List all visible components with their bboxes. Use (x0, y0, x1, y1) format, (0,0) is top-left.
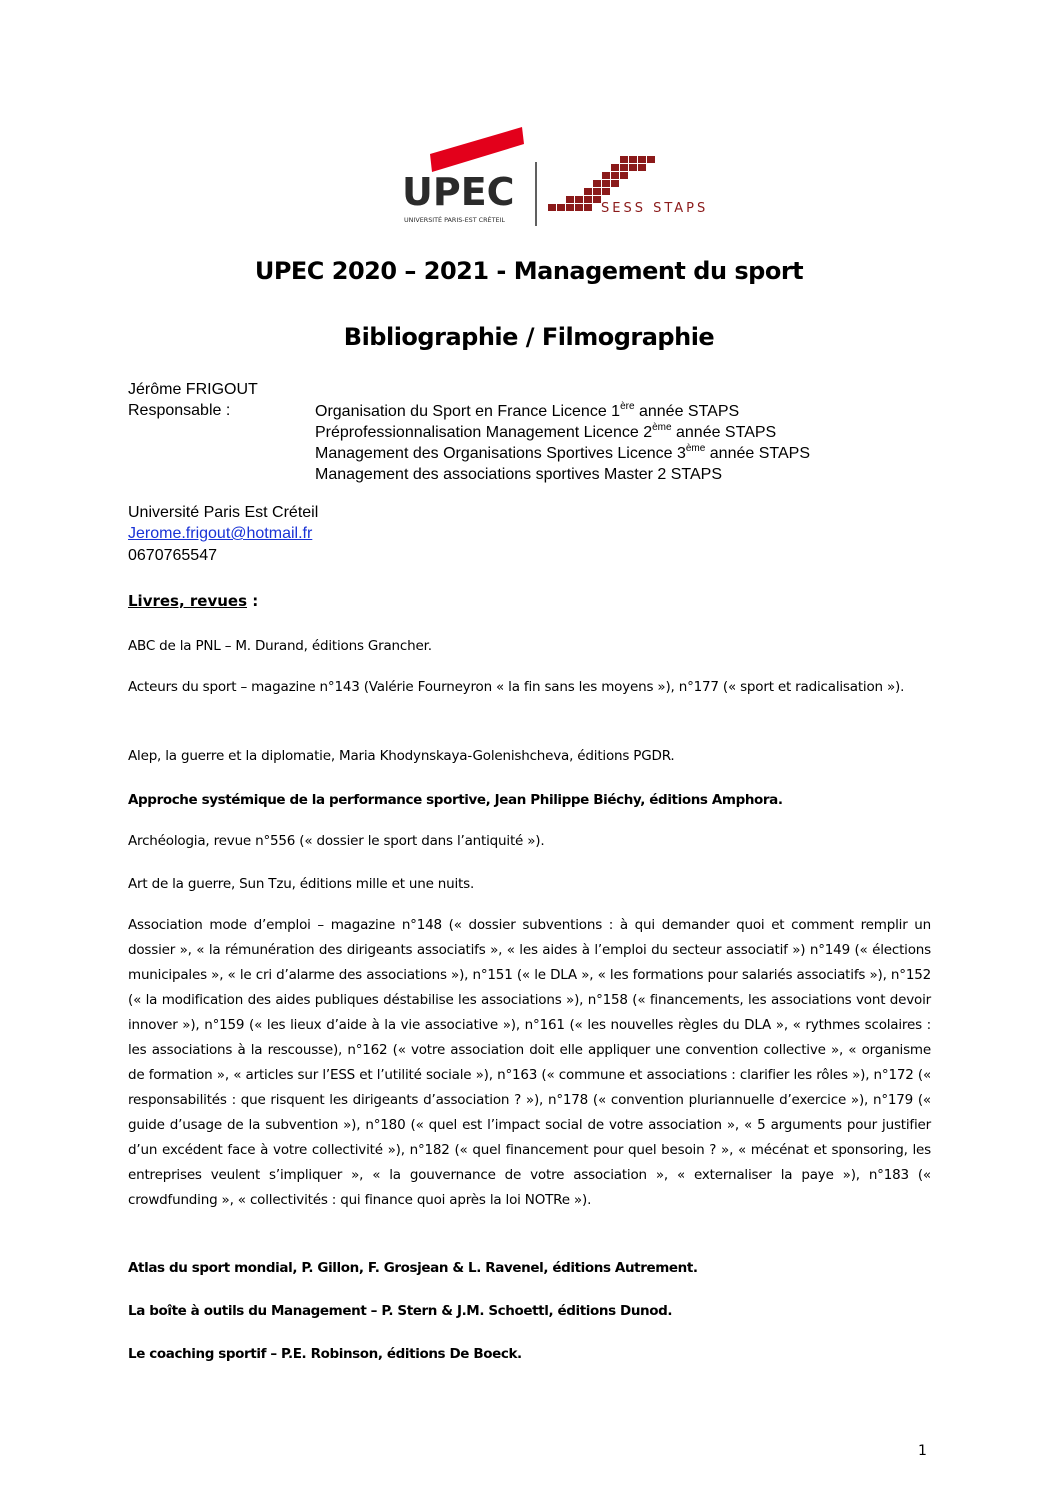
bibliography-entry: Art de la guerre, Sun Tzu, éditions mille et une nuits. (128, 876, 475, 892)
bibliography-entry: Le coaching sportif – P.E. Robinson, éditions De Boeck. (128, 1346, 522, 1362)
bibliography-entry: La boîte à outils du Management – P. Stern & J.M. Schoettl, éditions Dunod. (128, 1303, 673, 1319)
bibliography-entry: Acteurs du sport – magazine n°143 (Valérie Fourneyron « la fin sans les moyens »), n°177 (« sport et radicalisation »). (128, 679, 905, 695)
responsable-label: Responsable : (128, 402, 231, 419)
bibliography-entry: Archéologia, revue n°556 (« dossier le sport dans l’antiquité »). (128, 833, 545, 849)
bibliography-entry: ABC de la PNL – M. Durand, éditions Grancher. (128, 638, 432, 654)
bibliography-entry: Alep, la guerre et la diplomatie, Maria Khodynskaya-Golenishcheva, éditions PGDR. (128, 748, 675, 764)
sess-logo-text: SESS STAPS (601, 201, 709, 216)
bibliography-entry: Atlas du sport mondial, P. Gillon, F. Grosjean & L. Ravenel, éditions Autrement. (128, 1260, 698, 1276)
bibliography-entry: Association mode d’emploi – magazine n°148 (« dossier subventions : à qui demander quoi et comment remplir un dossier », « la rémunération des dirigeants associatifs », « les aides à l’emploi du secteur associatif ») n°149 (« élections municipales », « le cri d’alarme des associations »), n°151 (« le DLA », « les formations pour salariés associatifs »), n°152 (« la modification des aides publiques déstabilise les associations »), n°158 (« financements, les associations vont devoir innover »), n°159 (« les lieux d’aide à la vie associative »), n°161 (« les nouvelles règles du DLA », « rythmes scolaires : les associations à la rescousse), n°162 (« votre association doit elle appliquer une convention collective », « organisme de formation », « articles sur l’ESS et l’utilité sociale »), n°163 (« commune et associations : clarifier les rôles »), n°172 (« responsabilités : que risquent les dirigeants d’association ? »), n°178 (« convention pluriannuelle d’exercice »), n°179 (« guide d’usage de la subvention »), n°180 (« quel est l’impact social de votre association », « 5 arguments pour justifier d’un excédent face à votre collectivité »), n°182 (« quel financement pour quel besoin ? », « mécénat et sponsoring, les entreprises veulent s’impliquer », « la gouvernance de votre association », « externaliser la paye »), n°183 (« crowdfunding », « collectivités : qui finance quoi après la loi NOTRe »). (128, 917, 931, 1208)
upec-logo-text: UPEC (402, 170, 515, 214)
upec-red-swoosh (430, 127, 524, 172)
document-title: UPEC 2020 – 2021 - Management du sport (254, 257, 804, 285)
responsability-line: Organisation du Sport en France Licence 1ère année STAPS (315, 401, 740, 420)
phone-number: 0670765547 (128, 547, 217, 564)
university-name: Université Paris Est Créteil (128, 504, 319, 521)
responsability-line: Management des Organisations Sportives Licence 3ème année STAPS (315, 443, 810, 462)
author-name: Jérôme FRIGOUT (128, 381, 258, 398)
email-link[interactable]: Jerome.frigout@hotmail.fr (128, 525, 313, 542)
responsabilities-list (315, 401, 810, 485)
section-heading: Livres, revues : (128, 592, 259, 610)
bibliography-entry: Approche systémique de la performance sportive, Jean Philippe Biéchy, éditions Amphora. (128, 792, 783, 808)
responsability-line: Préprofessionnalisation Management Licence 2ème année STAPS (315, 422, 777, 441)
document-subtitle: Bibliographie / Filmographie (343, 323, 715, 351)
responsability-line: Management des associations sportives Master 2 STAPS (315, 466, 722, 483)
upec-logo-subtitle: UNIVERSITÉ PARIS-EST CRÉTEIL (404, 216, 505, 224)
page-number: 1 (918, 1443, 927, 1459)
upec-sess-logo (400, 124, 709, 234)
